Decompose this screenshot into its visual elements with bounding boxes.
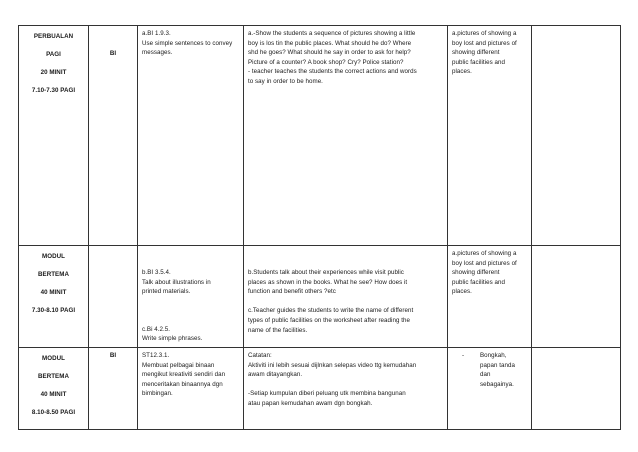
materials-cell: a.pictures of showing a boy lost and pictures of showing different public facilities and places. [448, 246, 532, 348]
learning-standard-cell: b.BI 3.5.4. Talk about illustrations in printed materials. c.Bi 4.2.5. Write simple phrases. [138, 246, 244, 348]
time-slot-cell: PERBUALAN PAGI 20 MINIT 7.10-7.30 PAGI [19, 26, 89, 246]
subject-cell: BI [89, 26, 138, 246]
subject-cell: BI [89, 348, 138, 430]
time-slot-cell: MODUL BERTEMA 40 MINIT 8.10-8.50 PAGI [19, 348, 89, 430]
list-item: - Bongkah, papan tanda dan sebagainya. [462, 351, 527, 389]
table-row [19, 246, 621, 348]
lesson-plan-table [18, 25, 621, 430]
activities-cell: a.-Show the students a sequence of pictures showing a little boy is los tin the public places. What should he do? Where shd he goes? What should he say in order to ask for help? Picture of a counter? A book shop? Cry? Police station? - teacher teaches the students the correct actions and words to say in order to be home. [244, 26, 448, 246]
materials-cell [448, 348, 532, 430]
materials-list [452, 351, 527, 389]
notes-cell [532, 26, 621, 246]
subject-cell [89, 246, 138, 348]
learning-standard-cell: a.BI 1.9.3. Use simple sentences to convey messages. [138, 26, 244, 246]
learning-standard-cell: ST12.3.1. Membuat pelbagai binaan mengikut kreativiti sendiri dan menceritakan binaannya dgn bimbingan. [138, 348, 244, 430]
time-slot-cell: MODUL BERTEMA 40 MINIT 7.30-8.10 PAGI [19, 246, 89, 348]
activities-cell: Catatan: Aktiviti ini lebih sesuai dijlnkan selepas video ttg kemudahan awam ditayangkan. -Setiap kumpulan diberi peluang utk membina bangunan atau papan kemudahan awam dgn bongkah. [244, 348, 448, 430]
table-row [19, 348, 621, 430]
notes-cell [532, 348, 621, 430]
notes-cell [532, 246, 621, 348]
activities-cell: b.Students talk about their experiences while visit public places as shown in the books. What he see? How does it function and benefit others ?etc c.Teacher guides the students to write the name of different types of public facilities on the worksheet after reading the name of the facilities. [244, 246, 448, 348]
materials-cell: a.pictures of showing a boy lost and pictures of showing different public facilities and places. [448, 26, 532, 246]
table-row [19, 26, 621, 246]
